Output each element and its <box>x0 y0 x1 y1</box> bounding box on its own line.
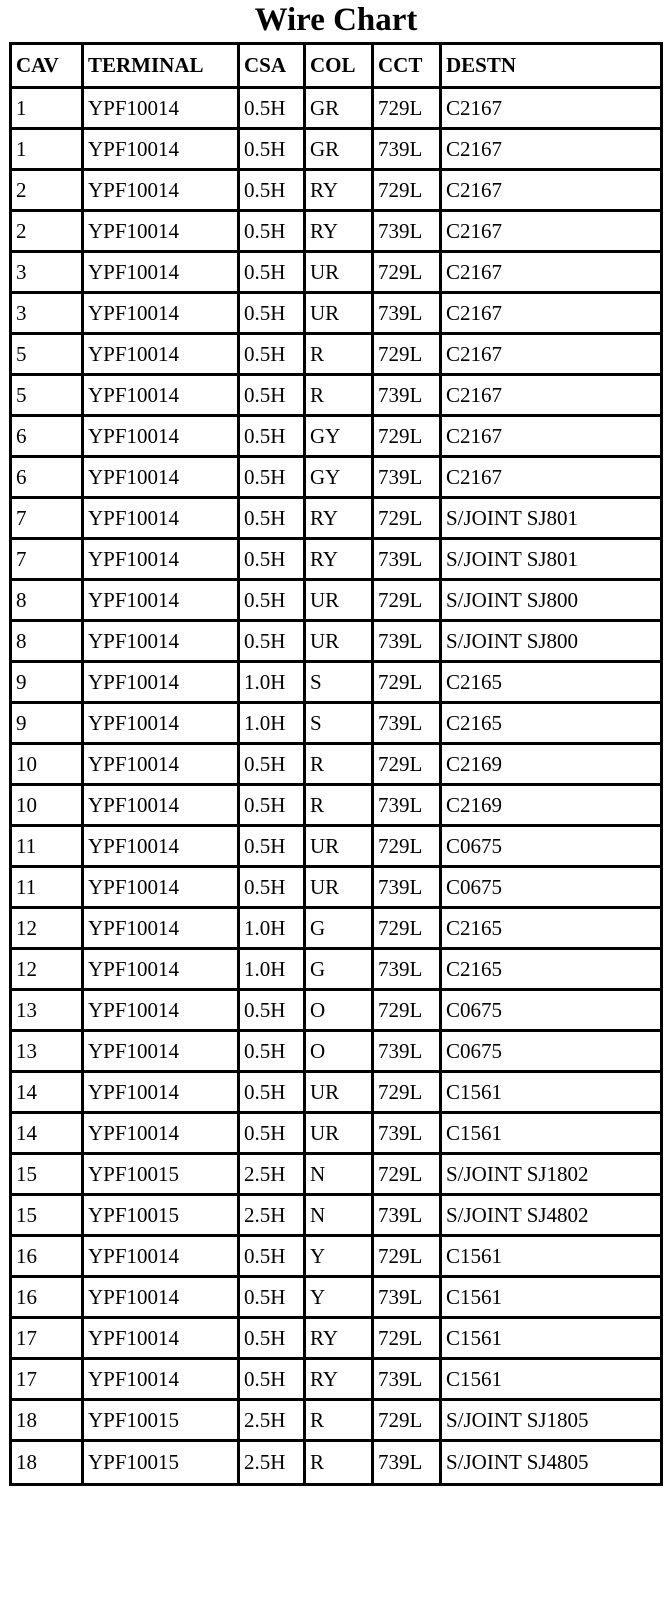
csa-cell: 0.5H <box>240 622 306 663</box>
col-cell: GR <box>306 130 374 171</box>
terminal-cell: YPF10014 <box>84 663 240 704</box>
destn-cell: S/JOINT SJ800 <box>442 622 660 663</box>
col-cell: Y <box>306 1237 374 1278</box>
destn-cell: C1561 <box>442 1278 660 1319</box>
col-cell: G <box>306 909 374 950</box>
terminal-cell: YPF10014 <box>84 499 240 540</box>
cav-cell: 10 <box>12 745 84 786</box>
terminal-cell: YPF10014 <box>84 622 240 663</box>
column-header-cct: CCT <box>374 45 442 89</box>
csa-cell: 0.5H <box>240 130 306 171</box>
csa-cell: 0.5H <box>240 171 306 212</box>
table-row <box>12 1114 660 1155</box>
csa-cell: 0.5H <box>240 540 306 581</box>
cct-cell: 729L <box>374 499 442 540</box>
csa-cell: 0.5H <box>240 991 306 1032</box>
col-cell: RY <box>306 499 374 540</box>
table-row <box>12 704 660 745</box>
terminal-cell: YPF10014 <box>84 991 240 1032</box>
csa-cell: 0.5H <box>240 745 306 786</box>
cct-cell: 739L <box>374 704 442 745</box>
terminal-cell: YPF10014 <box>84 1114 240 1155</box>
destn-cell: C1561 <box>442 1073 660 1114</box>
terminal-cell: YPF10014 <box>84 1278 240 1319</box>
cct-cell: 729L <box>374 1319 442 1360</box>
destn-cell: C2169 <box>442 786 660 827</box>
col-cell: N <box>306 1196 374 1237</box>
cav-cell: 7 <box>12 540 84 581</box>
cav-cell: 1 <box>12 130 84 171</box>
cct-cell: 729L <box>374 581 442 622</box>
terminal-cell: YPF10015 <box>84 1196 240 1237</box>
cct-cell: 739L <box>374 868 442 909</box>
table-row <box>12 868 660 909</box>
cav-cell: 2 <box>12 212 84 253</box>
csa-cell: 0.5H <box>240 89 306 130</box>
table-row <box>12 581 660 622</box>
cav-cell: 2 <box>12 171 84 212</box>
table-row <box>12 1155 660 1196</box>
cct-cell: 739L <box>374 1032 442 1073</box>
table-row <box>12 212 660 253</box>
table-row <box>12 1196 660 1237</box>
csa-cell: 0.5H <box>240 376 306 417</box>
terminal-cell: YPF10014 <box>84 909 240 950</box>
csa-cell: 1.0H <box>240 704 306 745</box>
cav-cell: 3 <box>12 253 84 294</box>
col-cell: G <box>306 950 374 991</box>
col-cell: UR <box>306 294 374 335</box>
cct-cell: 729L <box>374 253 442 294</box>
col-cell: Y <box>306 1278 374 1319</box>
table-row <box>12 663 660 704</box>
cct-cell: 739L <box>374 212 442 253</box>
terminal-cell: YPF10014 <box>84 458 240 499</box>
cct-cell: 729L <box>374 1155 442 1196</box>
terminal-cell: YPF10014 <box>84 253 240 294</box>
cct-cell: 729L <box>374 1073 442 1114</box>
csa-cell: 0.5H <box>240 417 306 458</box>
csa-cell: 0.5H <box>240 581 306 622</box>
col-cell: UR <box>306 827 374 868</box>
terminal-cell: YPF10014 <box>84 1360 240 1401</box>
cav-cell: 14 <box>12 1073 84 1114</box>
col-cell: R <box>306 335 374 376</box>
page-title: Wire Chart <box>254 2 418 38</box>
csa-cell: 0.5H <box>240 253 306 294</box>
destn-cell: C2167 <box>442 294 660 335</box>
cav-cell: 1 <box>12 89 84 130</box>
cct-cell: 729L <box>374 991 442 1032</box>
cct-cell: 739L <box>374 786 442 827</box>
terminal-cell: YPF10014 <box>84 868 240 909</box>
cav-cell: 17 <box>12 1360 84 1401</box>
csa-cell: 1.0H <box>240 663 306 704</box>
terminal-cell: YPF10014 <box>84 294 240 335</box>
cav-cell: 16 <box>12 1278 84 1319</box>
terminal-cell: YPF10014 <box>84 417 240 458</box>
csa-cell: 0.5H <box>240 1237 306 1278</box>
col-cell: GR <box>306 89 374 130</box>
cct-cell: 739L <box>374 622 442 663</box>
col-cell: RY <box>306 171 374 212</box>
destn-cell: C2167 <box>442 376 660 417</box>
table-row <box>12 1319 660 1360</box>
table-row <box>12 1237 660 1278</box>
cct-cell: 729L <box>374 171 442 212</box>
destn-cell: S/JOINT SJ801 <box>442 540 660 581</box>
terminal-cell: YPF10014 <box>84 786 240 827</box>
col-cell: RY <box>306 212 374 253</box>
cct-cell: 739L <box>374 950 442 991</box>
table-row <box>12 376 660 417</box>
csa-cell: 0.5H <box>240 499 306 540</box>
destn-cell: C2167 <box>442 130 660 171</box>
cct-cell: 739L <box>374 1360 442 1401</box>
col-cell: UR <box>306 253 374 294</box>
column-header-destn: DESTN <box>442 45 660 89</box>
cav-cell: 9 <box>12 704 84 745</box>
cct-cell: 729L <box>374 1401 442 1442</box>
cct-cell: 739L <box>374 376 442 417</box>
terminal-cell: YPF10014 <box>84 581 240 622</box>
destn-cell: C2167 <box>442 458 660 499</box>
terminal-cell: YPF10014 <box>84 89 240 130</box>
cav-cell: 8 <box>12 581 84 622</box>
csa-cell: 2.5H <box>240 1155 306 1196</box>
terminal-cell: YPF10014 <box>84 540 240 581</box>
table-row <box>12 171 660 212</box>
table-row <box>12 745 660 786</box>
destn-cell: C2169 <box>442 745 660 786</box>
col-cell: O <box>306 991 374 1032</box>
table-row <box>12 622 660 663</box>
cav-cell: 15 <box>12 1155 84 1196</box>
cav-cell: 18 <box>12 1401 84 1442</box>
terminal-cell: YPF10014 <box>84 704 240 745</box>
cav-cell: 10 <box>12 786 84 827</box>
destn-cell: S/JOINT SJ1805 <box>442 1401 660 1442</box>
terminal-cell: YPF10014 <box>84 376 240 417</box>
csa-cell: 0.5H <box>240 335 306 376</box>
table-row <box>12 458 660 499</box>
destn-cell: C2165 <box>442 909 660 950</box>
cct-cell: 739L <box>374 458 442 499</box>
table-row <box>12 827 660 868</box>
destn-cell: C2167 <box>442 253 660 294</box>
destn-cell: C1561 <box>442 1360 660 1401</box>
destn-cell: S/JOINT SJ4802 <box>442 1196 660 1237</box>
destn-cell: C2165 <box>442 663 660 704</box>
cav-cell: 7 <box>12 499 84 540</box>
table-row <box>12 335 660 376</box>
destn-cell: S/JOINT SJ800 <box>442 581 660 622</box>
destn-cell: S/JOINT SJ1802 <box>442 1155 660 1196</box>
terminal-cell: YPF10014 <box>84 1237 240 1278</box>
col-cell: RY <box>306 1360 374 1401</box>
csa-cell: 0.5H <box>240 1073 306 1114</box>
terminal-cell: YPF10014 <box>84 827 240 868</box>
cav-cell: 18 <box>12 1442 84 1483</box>
cct-cell: 729L <box>374 663 442 704</box>
col-cell: R <box>306 1442 374 1483</box>
cct-cell: 739L <box>374 1114 442 1155</box>
cav-cell: 16 <box>12 1237 84 1278</box>
col-cell: UR <box>306 868 374 909</box>
destn-cell: C2165 <box>442 704 660 745</box>
col-cell: UR <box>306 581 374 622</box>
csa-cell: 0.5H <box>240 827 306 868</box>
cav-cell: 11 <box>12 868 84 909</box>
table-row <box>12 294 660 335</box>
cav-cell: 8 <box>12 622 84 663</box>
col-cell: UR <box>306 1073 374 1114</box>
terminal-cell: YPF10014 <box>84 335 240 376</box>
col-cell: R <box>306 376 374 417</box>
terminal-cell: YPF10014 <box>84 130 240 171</box>
csa-cell: 0.5H <box>240 1114 306 1155</box>
wire-chart-table <box>9 42 663 1486</box>
cav-cell: 12 <box>12 909 84 950</box>
csa-cell: 0.5H <box>240 868 306 909</box>
csa-cell: 2.5H <box>240 1442 306 1483</box>
csa-cell: 2.5H <box>240 1401 306 1442</box>
terminal-cell: YPF10014 <box>84 1319 240 1360</box>
column-header-csa: CSA <box>240 45 306 89</box>
terminal-cell: YPF10014 <box>84 171 240 212</box>
table-row <box>12 499 660 540</box>
cav-cell: 5 <box>12 376 84 417</box>
destn-cell: C0675 <box>442 991 660 1032</box>
cav-cell: 11 <box>12 827 84 868</box>
terminal-cell: YPF10014 <box>84 212 240 253</box>
col-cell: S <box>306 663 374 704</box>
cav-cell: 13 <box>12 1032 84 1073</box>
cct-cell: 729L <box>374 335 442 376</box>
col-cell: R <box>306 786 374 827</box>
destn-cell: C0675 <box>442 827 660 868</box>
cav-cell: 17 <box>12 1319 84 1360</box>
table-row <box>12 1032 660 1073</box>
column-header-terminal: TERMINAL <box>84 45 240 89</box>
col-cell: RY <box>306 1319 374 1360</box>
csa-cell: 0.5H <box>240 294 306 335</box>
cct-cell: 739L <box>374 1442 442 1483</box>
cct-cell: 739L <box>374 130 442 171</box>
table-row <box>12 991 660 1032</box>
col-cell: UR <box>306 622 374 663</box>
table-row <box>12 1073 660 1114</box>
terminal-cell: YPF10014 <box>84 950 240 991</box>
csa-cell: 0.5H <box>240 1360 306 1401</box>
cav-cell: 6 <box>12 458 84 499</box>
col-cell: N <box>306 1155 374 1196</box>
cav-cell: 14 <box>12 1114 84 1155</box>
destn-cell: C2167 <box>442 335 660 376</box>
destn-cell: C0675 <box>442 868 660 909</box>
cct-cell: 739L <box>374 294 442 335</box>
cav-cell: 9 <box>12 663 84 704</box>
terminal-cell: YPF10015 <box>84 1401 240 1442</box>
cct-cell: 729L <box>374 827 442 868</box>
cct-cell: 729L <box>374 89 442 130</box>
cct-cell: 729L <box>374 1237 442 1278</box>
csa-cell: 0.5H <box>240 1278 306 1319</box>
destn-cell: C2167 <box>442 212 660 253</box>
destn-cell: C2165 <box>442 950 660 991</box>
table-row <box>12 950 660 991</box>
csa-cell: 1.0H <box>240 909 306 950</box>
table-row <box>12 253 660 294</box>
csa-cell: 0.5H <box>240 212 306 253</box>
terminal-cell: YPF10014 <box>84 1032 240 1073</box>
cav-cell: 15 <box>12 1196 84 1237</box>
table-row <box>12 1442 660 1483</box>
col-cell: O <box>306 1032 374 1073</box>
destn-cell: C1561 <box>442 1237 660 1278</box>
csa-cell: 0.5H <box>240 786 306 827</box>
terminal-cell: YPF10014 <box>84 745 240 786</box>
column-header-cav: CAV <box>12 45 84 89</box>
destn-cell: S/JOINT SJ801 <box>442 499 660 540</box>
destn-cell: C1561 <box>442 1114 660 1155</box>
csa-cell: 0.5H <box>240 1032 306 1073</box>
table-row <box>12 1278 660 1319</box>
terminal-cell: YPF10015 <box>84 1155 240 1196</box>
col-cell: GY <box>306 417 374 458</box>
col-cell: R <box>306 1401 374 1442</box>
terminal-cell: YPF10015 <box>84 1442 240 1483</box>
terminal-cell: YPF10014 <box>84 1073 240 1114</box>
csa-cell: 1.0H <box>240 950 306 991</box>
col-cell: RY <box>306 540 374 581</box>
column-header-col: COL <box>306 45 374 89</box>
table-row <box>12 540 660 581</box>
cav-cell: 3 <box>12 294 84 335</box>
col-cell: S <box>306 704 374 745</box>
col-cell: GY <box>306 458 374 499</box>
destn-cell: C2167 <box>442 417 660 458</box>
col-cell: R <box>306 745 374 786</box>
table-row <box>12 1401 660 1442</box>
destn-cell: C2167 <box>442 171 660 212</box>
csa-cell: 0.5H <box>240 458 306 499</box>
destn-cell: C0675 <box>442 1032 660 1073</box>
cct-cell: 739L <box>374 1278 442 1319</box>
col-cell: UR <box>306 1114 374 1155</box>
table-row <box>12 130 660 171</box>
table-row <box>12 417 660 458</box>
cct-cell: 729L <box>374 909 442 950</box>
cav-cell: 12 <box>12 950 84 991</box>
table-row <box>12 786 660 827</box>
cct-cell: 729L <box>374 417 442 458</box>
destn-cell: C1561 <box>442 1319 660 1360</box>
cav-cell: 13 <box>12 991 84 1032</box>
header-row <box>12 45 660 89</box>
table-row <box>12 1360 660 1401</box>
cct-cell: 739L <box>374 540 442 581</box>
cct-cell: 729L <box>374 745 442 786</box>
table-row <box>12 909 660 950</box>
cct-cell: 739L <box>374 1196 442 1237</box>
cav-cell: 6 <box>12 417 84 458</box>
csa-cell: 0.5H <box>240 1319 306 1360</box>
table-body <box>12 89 660 1483</box>
csa-cell: 2.5H <box>240 1196 306 1237</box>
table-row <box>12 89 660 130</box>
destn-cell: C2167 <box>442 89 660 130</box>
cav-cell: 5 <box>12 335 84 376</box>
destn-cell: S/JOINT SJ4805 <box>446 1450 589 1474</box>
